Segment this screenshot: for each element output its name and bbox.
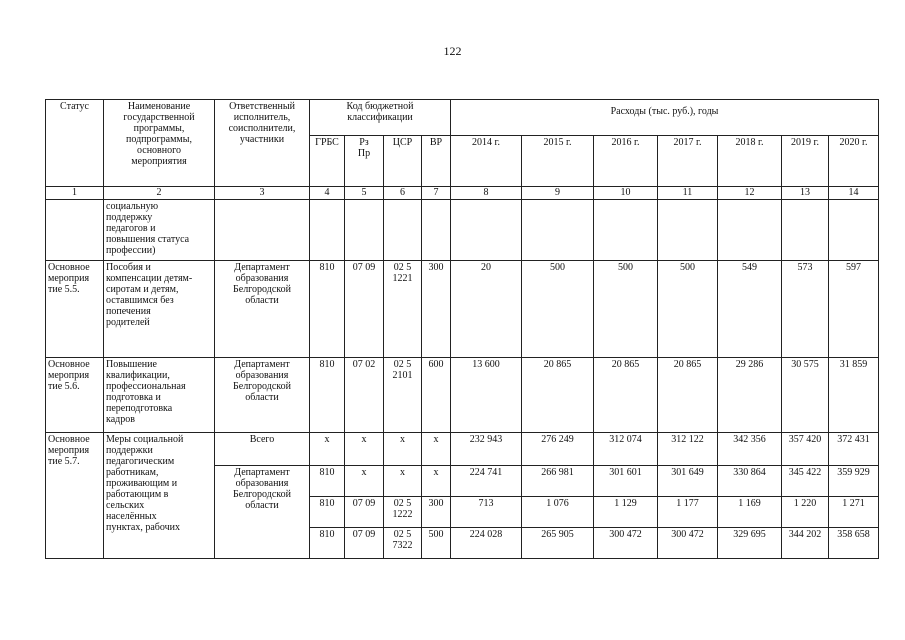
row-value: 30 575 [782,358,829,433]
row-vr: 300 [422,261,451,358]
column-number: 10 [594,187,658,200]
header-vr: ВР [422,136,451,187]
header-rzpr: Рз Пр [345,136,384,187]
header-name: Наименование государственной программы, подпрограммы, основного мероприятия [104,100,215,187]
row-rzpr: x [345,433,384,466]
header-year: 2020 г. [829,136,879,187]
column-number: 4 [310,187,345,200]
row-value: 312 074 [594,433,658,466]
header-status: Статус [46,100,104,187]
column-number: 13 [782,187,829,200]
column-number: 9 [522,187,594,200]
row-responsible: Департамент образования Белгородской области [215,261,310,358]
row-csr: 02 5 7322 [384,528,422,559]
row-grbs: 810 [310,261,345,358]
row-name: Меры социальной поддержки педагогическим работникам, проживающим и работающим в сельских населённых пунктах, рабочих [104,433,215,559]
row-total-label: Всего [215,433,310,466]
row-grbs: 810 [310,528,345,559]
row-value: 301 649 [658,466,718,497]
row-value: 266 981 [522,466,594,497]
header-expenses: Расходы (тыс. руб.), годы [451,100,879,136]
row-value: 329 695 [718,528,782,559]
table-row [46,433,879,466]
row-value: 312 122 [658,433,718,466]
row-value: 20 865 [522,358,594,433]
column-number: 7 [422,187,451,200]
row-grbs: 810 [310,358,345,433]
row-responsible: Департамент образования Белгородской области [215,358,310,433]
row-responsible: Департамент образования Белгородской области [215,466,310,559]
header-year: 2019 г. [782,136,829,187]
header-year: 2015 г. [522,136,594,187]
row-value: 29 286 [718,358,782,433]
row-value: 300 472 [658,528,718,559]
column-number: 2 [104,187,215,200]
header-row-1 [46,100,879,136]
row-name: Пособия и компенсации детям- сиротам и детям, оставшимся без попечения родителей [104,261,215,358]
row-status: Основное мероприя тие 5.6. [46,358,104,433]
row-value: 1 076 [522,497,594,528]
page-number: 122 [443,44,462,58]
row-csr: 02 5 1222 [384,497,422,528]
row-value: 713 [451,497,522,528]
row-vr: x [422,433,451,466]
header-year: 2014 г. [451,136,522,187]
continuation-name: социальную поддержку педагогов и повышения статуса профессии) [104,200,215,261]
row-value: 20 [451,261,522,358]
column-number: 11 [658,187,718,200]
row-value: 300 472 [594,528,658,559]
row-grbs: x [310,433,345,466]
row-value: 1 271 [829,497,879,528]
table-row [46,358,879,433]
column-number: 8 [451,187,522,200]
row-rzpr: 07 09 [345,497,384,528]
row-value: 1 220 [782,497,829,528]
header-responsible: Ответственный исполнитель, соисполнители, участники [215,100,310,187]
row-rzpr: 07 09 [345,528,384,559]
row-value: 500 [594,261,658,358]
row-csr: 02 5 2101 [384,358,422,433]
row-value: 1 169 [718,497,782,528]
row-value: 549 [718,261,782,358]
row-value: 20 865 [594,358,658,433]
row-rzpr: x [345,466,384,497]
row-csr: 02 5 1221 [384,261,422,358]
row-value: 232 943 [451,433,522,466]
row-vr: 500 [422,528,451,559]
column-number: 12 [718,187,782,200]
row-value: 1 129 [594,497,658,528]
row-name: Повышение квалификации, профессиональная подготовка и переподготовка кадров [104,358,215,433]
table-row [46,261,879,358]
row-value: 597 [829,261,879,358]
row-vr: 600 [422,358,451,433]
row-value: 357 420 [782,433,829,466]
row-value: 500 [658,261,718,358]
row-status: Основное мероприя тие 5.7. [46,433,104,559]
column-number: 5 [345,187,384,200]
row-value: 344 202 [782,528,829,559]
row-value: 31 859 [829,358,879,433]
row-value: 500 [522,261,594,358]
row-status: Основное мероприя тие 5.5. [46,261,104,358]
row-value: 224 741 [451,466,522,497]
row-value: 13 600 [451,358,522,433]
column-number-row [46,187,879,200]
row-value: 358 658 [829,528,879,559]
header-year: 2018 г. [718,136,782,187]
row-value: 342 356 [718,433,782,466]
budget-table [45,99,879,559]
column-number: 14 [829,187,879,200]
row-value: 224 028 [451,528,522,559]
row-rzpr: 07 02 [345,358,384,433]
row-csr: x [384,433,422,466]
header-csr: ЦСР [384,136,422,187]
row-value: 372 431 [829,433,879,466]
row-grbs: 810 [310,497,345,528]
row-value: 359 929 [829,466,879,497]
row-value: 276 249 [522,433,594,466]
row-value: 330 864 [718,466,782,497]
row-value: 1 177 [658,497,718,528]
row-vr: 300 [422,497,451,528]
row-value: 573 [782,261,829,358]
row-value: 20 865 [658,358,718,433]
column-number: 1 [46,187,104,200]
row-vr: x [422,466,451,497]
row-value: 345 422 [782,466,829,497]
continuation-row [46,200,879,261]
header-budget-code: Код бюджетной классификации [310,100,451,136]
header-year: 2017 г. [658,136,718,187]
column-number: 3 [215,187,310,200]
row-value: 265 905 [522,528,594,559]
row-grbs: 810 [310,466,345,497]
column-number: 6 [384,187,422,200]
row-rzpr: 07 09 [345,261,384,358]
row-csr: x [384,466,422,497]
row-value: 301 601 [594,466,658,497]
header-grbs: ГРБС [310,136,345,187]
header-year: 2016 г. [594,136,658,187]
